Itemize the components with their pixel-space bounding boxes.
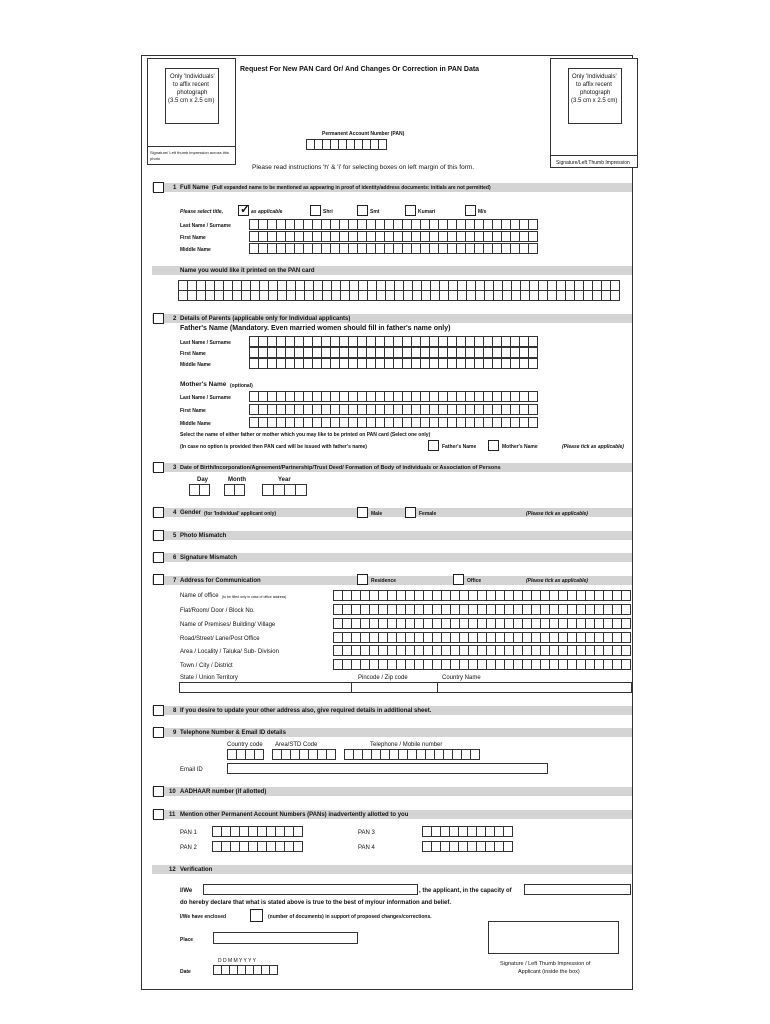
select-title-label: Please select title,	[180, 209, 224, 215]
capacity-field[interactable]	[524, 884, 631, 895]
state-label: State / Union Territory	[180, 675, 238, 681]
pincode-divider	[351, 682, 352, 693]
s2-mother-middle-label: Middle Name	[180, 421, 211, 427]
s1-first-boxes[interactable]	[249, 231, 537, 242]
address-residence-checkbox[interactable]	[357, 574, 368, 585]
road-label: Road/Street/ Lane/Post Office	[180, 636, 260, 642]
section-11-num: 11	[169, 812, 176, 818]
photo-left-line-3: photograph	[177, 90, 208, 96]
pan4-boxes[interactable]	[422, 841, 512, 852]
section-12-bar	[152, 865, 632, 874]
s1-last-boxes[interactable]	[249, 219, 537, 230]
section-5-num: 5	[173, 533, 177, 539]
pan-boxes[interactable]	[306, 139, 386, 150]
mother-title: Mother's Name	[180, 381, 227, 388]
signature-caption-1: Signature / Left Thumb Impression of	[500, 961, 591, 967]
gender-female-checkbox[interactable]	[405, 507, 416, 518]
premises-boxes[interactable]	[333, 618, 630, 629]
section-9-title: Telephone Number & Email ID details	[180, 730, 286, 736]
photo-left-sign: Signature/ Left thumb impression across this photo	[150, 150, 229, 161]
section-7-title: Address for Communication	[180, 578, 261, 584]
section-12-num: 12	[169, 867, 176, 873]
section-8-num: 8	[173, 708, 177, 714]
address-residence-label: Residence	[371, 578, 397, 584]
applicant-name-field[interactable]	[203, 884, 418, 895]
signature-caption-2: Applicant (inside the box)	[518, 969, 580, 975]
section-7-num: 7	[173, 578, 177, 584]
mothers-name-checkbox[interactable]	[488, 440, 499, 451]
section-1-title: Full Name	[180, 185, 209, 191]
enclosed-label: I/We have enclosed	[180, 914, 227, 920]
section-4-note: (for 'Individual' applicant only)	[204, 511, 277, 517]
telephone-boxes[interactable]	[344, 749, 479, 760]
print-name-label: Name you would like it printed on the PAN card	[180, 268, 315, 274]
pan-label: Permanent Account Number (PAN)	[322, 131, 405, 137]
section-1-num: 1	[173, 185, 177, 191]
gender-female-label: Female	[419, 511, 437, 517]
photo-right-line-2: to affix recent	[576, 82, 612, 88]
section-2-title: Details of Parents (applicable only for Individual applicants)	[180, 316, 351, 322]
gender-male-checkbox[interactable]	[357, 507, 368, 518]
section-3-checkbox[interactable]	[153, 462, 164, 473]
section-10-num: 10	[169, 789, 176, 795]
photo-left-line-1: Only 'Individuals'	[170, 74, 215, 80]
flat-label: Flat/Room/ Door / Block No.	[180, 608, 255, 614]
country-label: Country Name	[442, 675, 481, 681]
telephone-label: Telephone / Mobile number	[370, 742, 443, 748]
pan1-boxes[interactable]	[212, 826, 302, 837]
as-applicable-label: as applicable	[251, 209, 283, 215]
pan1-label: PAN 1	[180, 830, 197, 836]
date-letters: D D M M Y Y Y Y	[218, 958, 256, 964]
s1-first-label: First Name	[180, 235, 206, 241]
section-8-title: If you desire to update your other address also, give required details in additional sheet.	[180, 708, 432, 714]
section-4-title: Gender	[180, 510, 202, 516]
place-label: Place	[180, 937, 194, 943]
section-3-title: Date of Birth/Incorporation/Agreement/Partnership/Trust Deed/ Formation of Body of individuals or Association of Persons	[180, 465, 501, 471]
title-kumari: Kumari	[418, 209, 436, 215]
section-3-num: 3	[173, 465, 177, 471]
photo-right-line-4: (3.5 cm x 2.5 cm)	[571, 98, 618, 104]
gender-male-label: Male	[371, 511, 383, 517]
s2-father-last-boxes[interactable]	[249, 336, 537, 347]
country-divider	[437, 682, 438, 693]
section-6-title: Signature Mismatch	[180, 555, 238, 561]
capacity-label: , the applicant, in the capacity of	[419, 888, 512, 894]
s2-father-first-label: First Name	[180, 351, 206, 357]
s2-mother-last-boxes[interactable]	[249, 391, 537, 402]
title-checkbox-ms[interactable]	[465, 205, 476, 216]
date-boxes[interactable]	[213, 965, 277, 975]
area-boxes[interactable]	[333, 645, 630, 656]
email-label: Email ID	[180, 767, 203, 773]
date-label: Date	[180, 969, 191, 975]
section-5-title: Photo Mismatch	[180, 533, 227, 539]
photo-right-line-1: Only 'Individuals'	[572, 74, 617, 80]
s1-last-label: Last Name / Surname	[180, 223, 231, 229]
s2-mother-middle-boxes[interactable]	[249, 417, 537, 428]
form-title: Request For New PAN Card Or/ And Changes Or Correction in PAN Data	[240, 66, 480, 73]
address-office-checkbox[interactable]	[453, 574, 464, 585]
email-field[interactable]	[227, 763, 548, 774]
s2-father-middle-label: Middle Name	[180, 362, 211, 368]
title-ms: M/s	[478, 209, 487, 215]
flat-boxes[interactable]	[333, 604, 630, 615]
pan3-boxes[interactable]	[422, 826, 512, 837]
pan2-boxes[interactable]	[212, 841, 302, 852]
print-name-boxes-2[interactable]	[178, 290, 619, 301]
section-1-note: (Full expanded name to be mentioned as appearing in proof of identity/address documents: initials are not permitted)	[212, 185, 491, 191]
fathers-name-checkbox[interactable]	[428, 440, 439, 451]
gender-tick-note: (Please tick as applicable)	[526, 511, 588, 517]
section-6-checkbox[interactable]	[153, 552, 164, 563]
section-5-checkbox[interactable]	[153, 530, 164, 541]
photo-right-divider	[550, 155, 638, 156]
name-office-label: Name of office	[180, 593, 219, 599]
area-label: Area / Locality / Taluka/ Sub- Division	[180, 649, 279, 655]
title-smt: Smt	[370, 209, 380, 215]
std-code-label: Area/STD Code	[275, 742, 318, 748]
section-2-num: 2	[173, 316, 177, 322]
instructions: Please read instructions 'h' & 'i' for selecting boxes on left margin of this form.	[252, 164, 475, 171]
office-name-boxes[interactable]	[333, 590, 630, 601]
dob-year-label: Year	[278, 477, 291, 483]
section-11-title: Mention other Permanent Account Numbers (PANs) inadvertently allotted to you	[180, 812, 409, 818]
title-checkbox-as-applicable[interactable]: ✓	[240, 202, 251, 216]
s1-middle-label: Middle Name	[180, 247, 211, 253]
s2-mother-first-label: First Name	[180, 408, 206, 414]
signature-box[interactable]	[488, 921, 619, 954]
documents-text: (number of documents) in support of proposed changes/corrections.	[268, 914, 432, 920]
dob-year-boxes[interactable]	[262, 484, 306, 496]
pan4-label: PAN 4	[358, 845, 375, 851]
address-tick-note: (Please tick as applicable)	[526, 578, 588, 584]
title-checkbox-shri[interactable]	[310, 205, 321, 216]
s2-father-last-label: Last Name / Surname	[180, 340, 231, 346]
section-12-title: Verification	[180, 867, 213, 873]
section-7-checkbox[interactable]	[153, 574, 164, 585]
dob-day-boxes[interactable]	[189, 484, 209, 496]
parent-default-line: (In case no option is provided then PAN card will be issued with father's name)	[180, 444, 367, 450]
place-field[interactable]	[213, 932, 358, 944]
mothers-name-label: Mother's Name	[502, 444, 538, 450]
s2-mother-first-boxes[interactable]	[249, 404, 537, 415]
title-checkbox-kumari[interactable]	[405, 205, 416, 216]
s2-father-middle-boxes[interactable]	[249, 358, 537, 369]
parent-select-line: Select the name of either father or mother which you may like to be printed on PAN card (Select one only)	[180, 432, 431, 438]
pan3-label: PAN 3	[358, 830, 375, 836]
section-9-checkbox[interactable]	[153, 727, 164, 738]
parent-tick-note: (Please tick as applicable)	[562, 444, 624, 450]
country-code-label: Country code	[227, 742, 263, 748]
s1-middle-boxes[interactable]	[249, 243, 537, 254]
photo-left-line-4: (3.5 cm x 2.5 cm)	[168, 98, 215, 104]
pincode-label: Pincode / Zip code	[358, 675, 408, 681]
section-10-title: AADHAAR number (if allotted)	[180, 789, 267, 795]
section-4-num: 4	[173, 510, 177, 516]
dob-day-label: Day	[197, 477, 209, 483]
country-code-boxes[interactable]	[227, 749, 263, 760]
father-title: Father's Name (Mandatory. Even married women should fill in father's name only)	[180, 325, 451, 332]
photo-right-line-3: photograph	[580, 90, 611, 96]
photo-right-sign: Signature/Left Thumb Impression	[556, 160, 630, 166]
section-9-num: 9	[173, 730, 177, 736]
section-11-checkbox[interactable]	[153, 809, 164, 820]
town-label: Town / City / District	[180, 663, 233, 669]
road-boxes[interactable]	[333, 632, 630, 643]
std-code-boxes[interactable]	[272, 749, 335, 760]
declaration: do hereby declare that what is stated above is true to the best of my/our information and belief.	[180, 900, 452, 906]
section-2-checkbox[interactable]	[153, 313, 164, 324]
photo-left-divider	[147, 146, 236, 147]
dob-month-label: Month	[228, 477, 246, 483]
state-pincode-country-field[interactable]	[179, 682, 632, 693]
section-6-num: 6	[173, 555, 177, 561]
s2-father-first-boxes[interactable]	[249, 347, 537, 358]
section-10-checkbox[interactable]	[153, 786, 164, 797]
documents-count-box[interactable]	[250, 909, 263, 922]
title-shri: Shri	[323, 209, 333, 215]
s2-mother-last-label: Last Name / Surname	[180, 395, 231, 401]
pan2-label: PAN 2	[180, 845, 197, 851]
fathers-name-label: Father's Name	[442, 444, 477, 450]
section-4-checkbox[interactable]	[153, 507, 164, 518]
address-office-label: Office	[467, 578, 482, 584]
section-8-checkbox[interactable]	[153, 705, 164, 716]
premises-label: Name of Premises/ Building/ Village	[180, 622, 276, 628]
title-checkbox-smt[interactable]	[357, 205, 368, 216]
mother-optional: (optional)	[230, 383, 253, 389]
section-1-checkbox[interactable]	[153, 182, 164, 193]
name-office-note: (to be filled only in case of office address)	[222, 595, 287, 599]
dob-month-boxes[interactable]	[224, 484, 244, 496]
town-boxes[interactable]	[333, 659, 630, 670]
iwe-label: I/We	[180, 888, 193, 894]
photo-left-line-2: to affix recent	[173, 82, 209, 88]
